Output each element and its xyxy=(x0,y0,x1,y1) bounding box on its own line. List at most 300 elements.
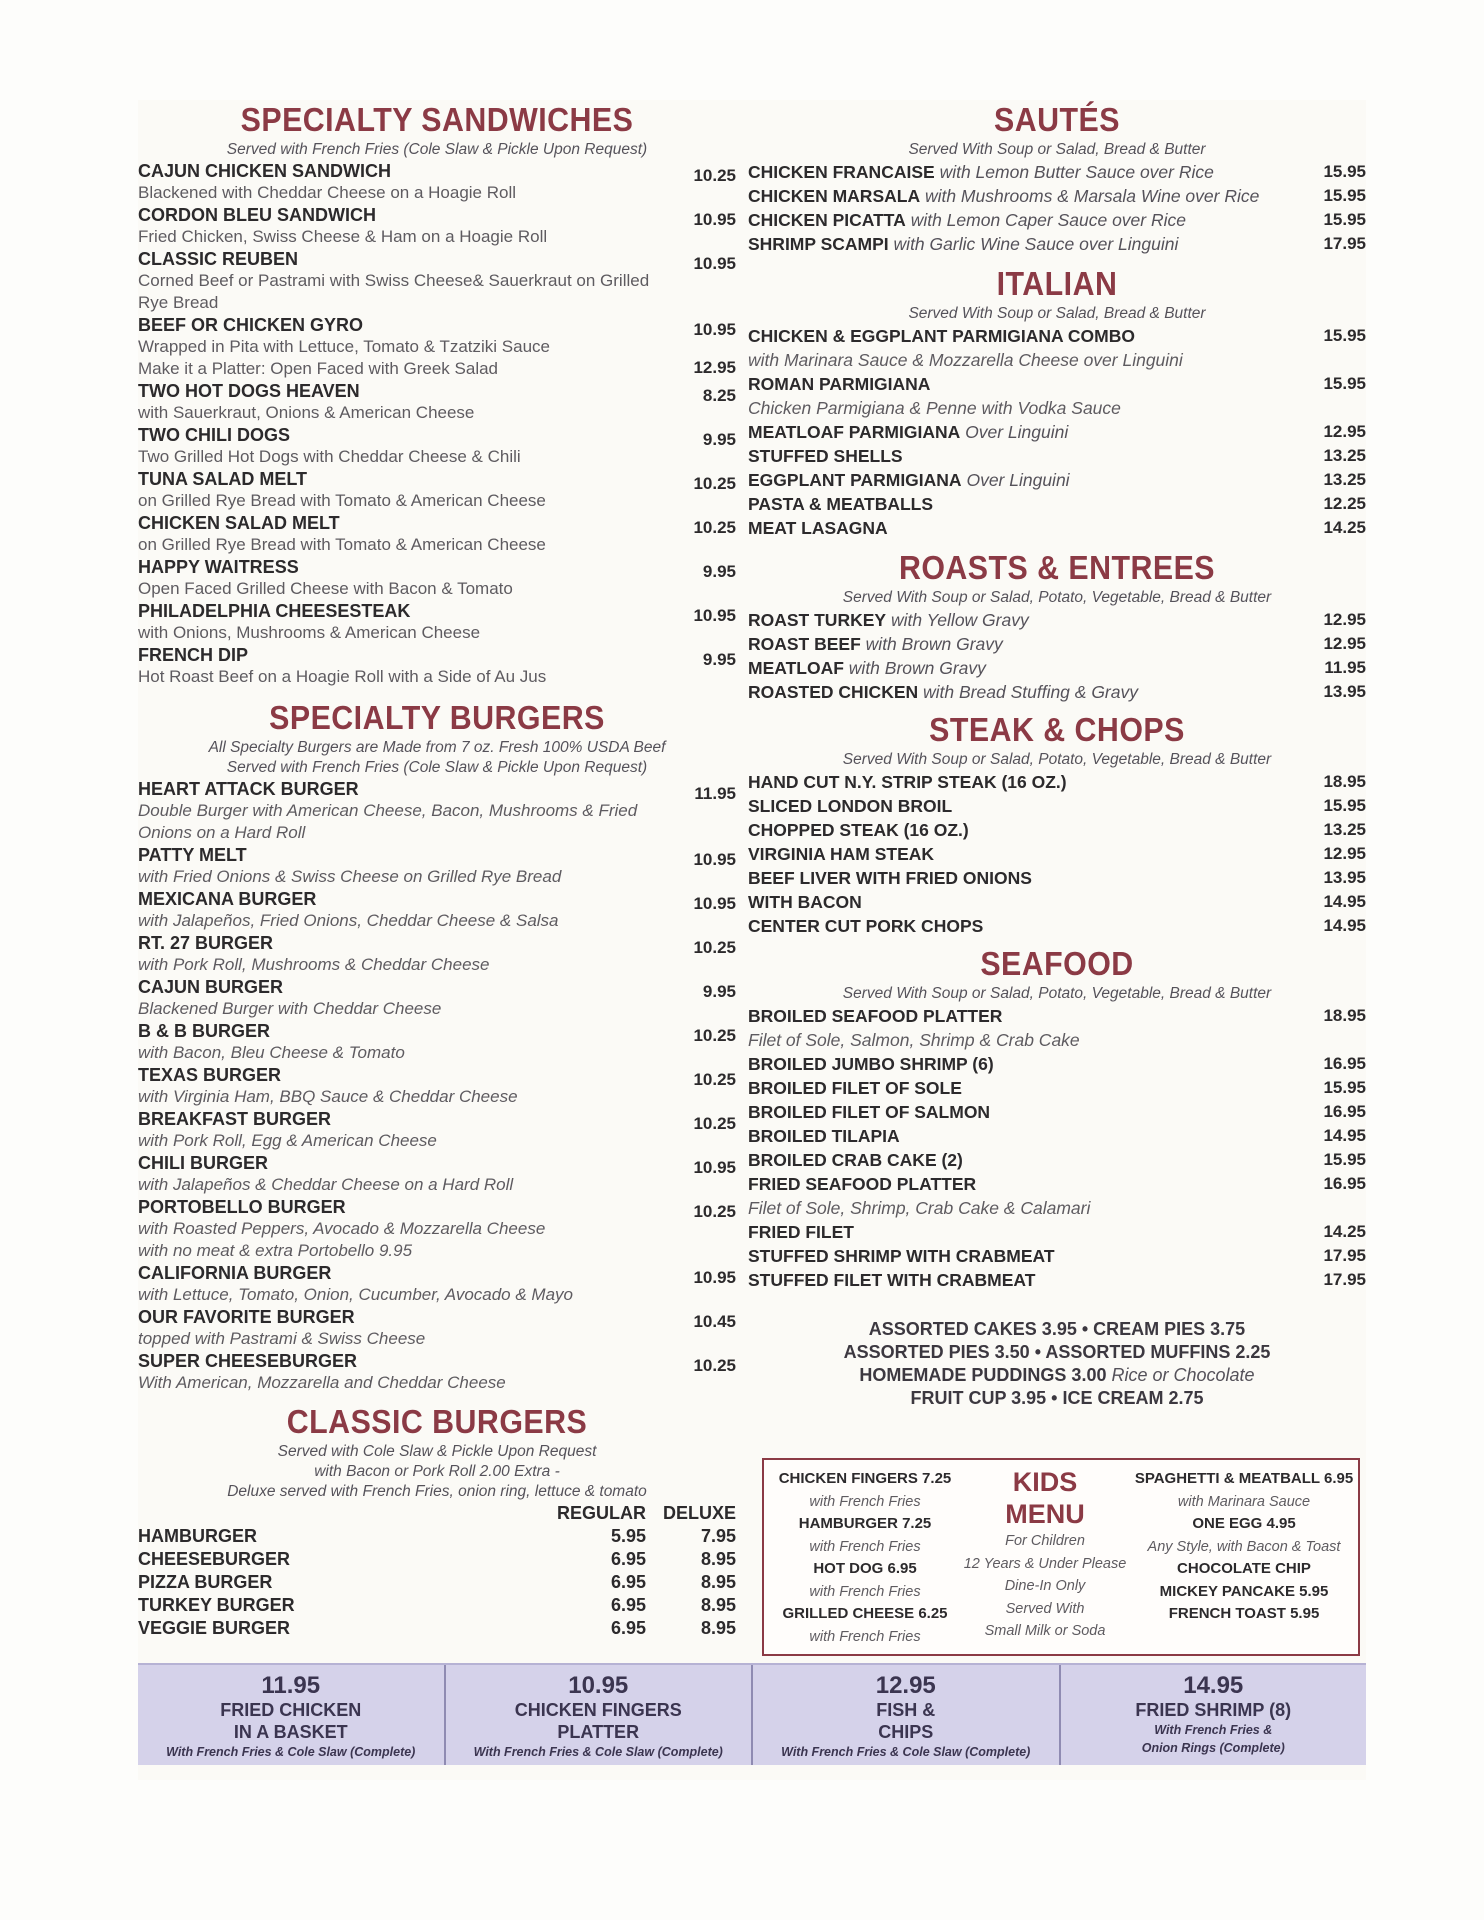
deluxe-price: 8.95 xyxy=(700,1595,736,1615)
item-price: 12.95 xyxy=(1323,610,1366,629)
kids-item-sub: Any Style, with Bacon & Toast xyxy=(1147,1538,1341,1555)
item-description: Blackened Burger with Cheddar Cheese xyxy=(138,999,442,1018)
item-name: ROAST TURKEY xyxy=(748,610,887,630)
section-title: SPECIALTY BURGERS xyxy=(269,699,605,736)
item-name: MEATLOAF xyxy=(748,658,844,678)
item-name: CHICKEN & EGGPLANT PARMIGIANA COMBO xyxy=(748,326,1135,346)
item-name: STUFFED SHRIMP WITH CRABMEAT xyxy=(748,1246,1055,1266)
item-name: PHILADELPHIA CHEESESTEAK xyxy=(138,601,411,621)
item-description: with Pork Roll, Mushrooms & Cheddar Cheese xyxy=(138,955,490,974)
menu-item xyxy=(748,1148,1366,1172)
item-name: B & B BURGER xyxy=(138,1021,271,1041)
burger-name: TURKEY BURGER xyxy=(138,1595,295,1615)
roasts-list xyxy=(748,608,1366,704)
special-sub: With French Fries & Cole Slaw (Complete) xyxy=(781,1745,1031,1759)
special-title: PLATTER xyxy=(557,1722,640,1742)
item-description: with no meat & extra Portobello 9.95 xyxy=(138,1241,413,1260)
deluxe-price: 7.95 xyxy=(700,1526,736,1546)
menu-item xyxy=(748,184,1366,208)
item-description: Open Faced Grilled Cheese with Bacon & Tomato xyxy=(138,579,513,598)
menu-item xyxy=(748,1172,1366,1220)
left-column xyxy=(138,100,736,1640)
item-price: 10.25 xyxy=(693,1202,736,1221)
item-price: 14.95 xyxy=(1323,892,1366,911)
special-title: CHIPS xyxy=(878,1722,934,1742)
menu-item xyxy=(748,208,1366,232)
menu-page xyxy=(138,100,1366,1780)
column-header-regular: REGULAR xyxy=(557,1503,646,1523)
regular-price: 5.95 xyxy=(610,1526,646,1546)
menu-item xyxy=(138,556,736,600)
italian-section xyxy=(748,264,1366,540)
column-header-deluxe: DELUXE xyxy=(662,1503,736,1523)
menu-item xyxy=(748,372,1366,420)
item-price: 11.95 xyxy=(694,784,736,803)
item-price: 10.25 xyxy=(693,938,736,957)
item-extra: with Mushrooms & Marsala Wine over Rice xyxy=(924,186,1260,206)
item-name: PASTA & MEATBALLS xyxy=(748,494,934,514)
item-description: Blackened with Cheddar Cheese on a Hoagie Roll xyxy=(138,183,517,202)
section-subtitle: Served With Soup or Salad, Potato, Vegetable, Bread & Butter xyxy=(842,985,1272,1002)
item-price: 10.25 xyxy=(693,518,736,537)
item-price: 15.95 xyxy=(1323,374,1366,393)
deluxe-price: 8.95 xyxy=(700,1618,736,1638)
item-price: 12.95 xyxy=(1323,422,1366,441)
menu-item xyxy=(748,160,1366,184)
section-subtitle: Served with Cole Slaw & Pickle Upon Request xyxy=(277,1443,597,1460)
kids-item: CHOCOLATE CHIP xyxy=(1177,1560,1311,1577)
menu-item xyxy=(748,866,1366,890)
menu-item xyxy=(748,818,1366,842)
dessert-line: FRUIT CUP 3.95 • ICE CREAM 2.75 xyxy=(910,1388,1204,1408)
item-price: 15.95 xyxy=(1323,186,1366,205)
item-description: Filet of Sole, Salmon, Shrimp & Crab Cake xyxy=(748,1030,1080,1050)
kids-right-column xyxy=(1134,1468,1354,1626)
item-name: TUNA SALAD MELT xyxy=(138,469,307,489)
classic-burgers-table xyxy=(138,1502,736,1640)
menu-item xyxy=(138,778,736,844)
dessert-line xyxy=(748,1364,1366,1387)
menu-item xyxy=(138,1306,736,1350)
menu-item xyxy=(748,842,1366,866)
item-name: CHOPPED STEAK (16 OZ.) xyxy=(748,820,969,840)
kids-menu-box xyxy=(762,1458,1360,1656)
special-item xyxy=(446,1665,754,1765)
item-description: with Lettuce, Tomato, Onion, Cucumber, Avocado & Mayo xyxy=(138,1285,573,1304)
item-price: 9.95 xyxy=(702,650,736,669)
section-subtitle: Deluxe served with French Fries, onion ring, lettuce & tomato xyxy=(227,1483,647,1500)
item-price: 18.95 xyxy=(1323,1006,1366,1025)
menu-item xyxy=(748,1100,1366,1124)
item-name: CORDON BLEU SANDWICH xyxy=(138,205,376,225)
item-name: BROILED FILET OF SALMON xyxy=(748,1102,991,1122)
item-price: 16.95 xyxy=(1323,1054,1366,1073)
menu-item xyxy=(138,1350,736,1394)
menu-item xyxy=(748,608,1366,632)
menu-item xyxy=(748,770,1366,794)
item-extra: with Lemon Butter Sauce over Rice xyxy=(939,162,1214,182)
dessert-puddings: HOMEMADE PUDDINGS 3.00 xyxy=(859,1365,1107,1385)
menu-item xyxy=(138,1262,736,1306)
special-item xyxy=(753,1665,1061,1765)
menu-item xyxy=(138,844,736,888)
regular-price: 6.95 xyxy=(610,1595,646,1615)
item-name: MEAT LASAGNA xyxy=(748,518,888,538)
special-sub: Onion Rings (Complete) xyxy=(1141,1741,1285,1755)
section-subtitle: Served With Soup or Salad, Bread & Butter xyxy=(908,141,1206,158)
item-name: BROILED FILET OF SOLE xyxy=(748,1078,962,1098)
deluxe-price: 8.95 xyxy=(700,1549,736,1569)
menu-item xyxy=(138,468,736,512)
item-price: 16.95 xyxy=(1323,1102,1366,1121)
menu-item xyxy=(138,888,736,932)
burger-name: PIZZA BURGER xyxy=(138,1572,273,1592)
menu-item xyxy=(138,1020,736,1064)
item-description: with Sauerkraut, Onions & American Cheese xyxy=(138,403,475,422)
kids-note: Small Milk or Soda xyxy=(984,1623,1106,1639)
item-name: WITH BACON xyxy=(748,892,862,912)
kids-note: 12 Years & Under Please xyxy=(963,1555,1127,1572)
special-item xyxy=(138,1665,446,1765)
menu-item xyxy=(748,516,1366,540)
special-sub: With French Fries & Cole Slaw (Complete) xyxy=(473,1745,723,1759)
item-price: 10.25 xyxy=(693,166,736,185)
item-name: ROAST BEEF xyxy=(748,634,861,654)
item-name: HAPPY WAITRESS xyxy=(138,557,299,577)
kids-item: GRILLED CHEESE 6.25 xyxy=(782,1605,948,1622)
item-price: 10.95 xyxy=(693,210,736,229)
deluxe-price: 8.95 xyxy=(700,1572,736,1592)
kids-note: For Children xyxy=(1005,1533,1085,1549)
regular-price: 6.95 xyxy=(610,1618,646,1638)
menu-item xyxy=(138,1152,736,1196)
section-title: ROASTS & ENTREES xyxy=(898,549,1216,586)
item-name: FRIED SEAFOOD PLATTER xyxy=(748,1174,977,1194)
item-price: 9.95 xyxy=(702,562,736,581)
item-price: 13.25 xyxy=(1323,470,1366,489)
item-price: 10.45 xyxy=(693,1312,736,1331)
item-name: CENTER CUT PORK CHOPS xyxy=(748,916,984,936)
item-price: 16.95 xyxy=(1323,1174,1366,1193)
item-name: MEXICANA BURGER xyxy=(138,889,317,909)
menu-item xyxy=(748,1220,1366,1244)
item-price: 10.25 xyxy=(693,1356,736,1375)
item-name: CAJUN CHICKEN SANDWICH xyxy=(138,161,392,181)
menu-item xyxy=(138,248,736,314)
kids-item: ONE EGG 4.95 xyxy=(1192,1515,1296,1532)
item-name: MEATLOAF PARMIGIANA xyxy=(748,422,961,442)
menu-item xyxy=(748,680,1366,704)
item-price: 13.25 xyxy=(1323,820,1366,839)
item-description: with Pork Roll, Egg & American Cheese xyxy=(138,1131,437,1150)
special-sub: With French Fries & xyxy=(1154,1723,1273,1737)
special-title: CHICKEN FINGERS xyxy=(514,1700,682,1720)
item-description: Filet of Sole, Shrimp, Crab Cake & Calamari xyxy=(748,1198,1091,1218)
menu-item xyxy=(748,444,1366,468)
kids-item: FRENCH TOAST 5.95 xyxy=(1168,1605,1320,1622)
menu-item xyxy=(748,232,1366,256)
menu-item xyxy=(748,914,1366,938)
section-subtitle: Served With Soup or Salad, Potato, Vegetable, Bread & Butter xyxy=(842,751,1272,768)
kids-title: KIDS xyxy=(1012,1467,1078,1497)
menu-item xyxy=(138,644,736,688)
item-name: TWO HOT DOGS HEAVEN xyxy=(138,381,360,401)
menu-item xyxy=(748,492,1366,516)
item-name: BEEF LIVER WITH FRIED ONIONS xyxy=(748,868,1032,888)
item-price: 10.95 xyxy=(693,320,736,339)
section-title: CLASSIC BURGERS xyxy=(286,1403,588,1440)
special-title: FISH & xyxy=(876,1700,936,1720)
item-price: 9.95 xyxy=(702,982,736,1001)
burger-name: HAMBURGER xyxy=(138,1526,257,1546)
item-price: 10.95 xyxy=(693,606,736,625)
item-price: 9.95 xyxy=(702,430,736,449)
menu-item xyxy=(748,1124,1366,1148)
item-description: with Virginia Ham, BBQ Sauce & Cheddar Cheese xyxy=(138,1087,518,1106)
item-price: 17.95 xyxy=(1323,1246,1366,1265)
item-price: 10.95 xyxy=(693,850,736,869)
right-column xyxy=(748,100,1366,1410)
item-description: with Fried Onions & Swiss Cheese on Grilled Rye Bread xyxy=(138,867,562,886)
item-price: 13.25 xyxy=(1323,446,1366,465)
item-price: 17.95 xyxy=(1323,1270,1366,1289)
item-description: Wrapped in Pita with Lettuce, Tomato & Tzatziki Sauce xyxy=(138,337,550,356)
menu-item xyxy=(138,380,736,424)
item-name: TEXAS BURGER xyxy=(138,1065,282,1085)
item-price: 10.25 xyxy=(693,474,736,493)
menu-item xyxy=(748,1052,1366,1076)
item-price: 14.95 xyxy=(1323,1126,1366,1145)
item-name: CALIFORNIA BURGER xyxy=(138,1263,332,1283)
item-price: 18.95 xyxy=(1323,772,1366,791)
item-description: with Bacon, Bleu Cheese & Tomato xyxy=(138,1043,405,1062)
kids-title: MENU xyxy=(1005,1499,1085,1529)
menu-item xyxy=(748,794,1366,818)
section-subtitle: Served With Soup or Salad, Bread & Butter xyxy=(908,305,1206,322)
item-price: 14.95 xyxy=(1323,916,1366,935)
kids-note: Served With xyxy=(1005,1600,1085,1617)
item-description: with Jalapeños, Fried Onions, Cheddar Cheese & Salsa xyxy=(138,911,559,930)
specialty-burgers-section xyxy=(138,698,736,1394)
item-extra: with Brown Gravy xyxy=(848,658,986,678)
special-price: 14.95 xyxy=(1183,1672,1244,1699)
kids-center-column xyxy=(960,1466,1130,1643)
seafood-section xyxy=(748,944,1366,1292)
kids-item-sub: with Marinara Sauce xyxy=(1177,1493,1311,1510)
kids-item: MICKEY PANCAKE 5.95 xyxy=(1159,1582,1329,1600)
roasts-section xyxy=(748,548,1366,704)
special-price: 10.95 xyxy=(568,1672,629,1699)
item-price: 15.95 xyxy=(1323,796,1366,815)
item-name: CLASSIC REUBEN xyxy=(138,249,299,269)
item-price: 11.95 xyxy=(1324,658,1366,677)
item-price: 10.25 xyxy=(693,1026,736,1045)
item-name: OUR FAVORITE BURGER xyxy=(138,1307,355,1327)
item-price: 10.95 xyxy=(693,254,736,273)
section-subtitle: Served with French Fries (Cole Slaw & Pickle Upon Request) xyxy=(226,141,648,158)
item-name: FRENCH DIP xyxy=(138,645,249,665)
item-name: CHICKEN PICATTA xyxy=(748,210,906,230)
item-price: 10.25 xyxy=(693,1070,736,1089)
item-description: topped with Pastrami & Swiss Cheese xyxy=(138,1329,426,1348)
item-extra: with Lemon Caper Sauce over Rice xyxy=(910,210,1186,230)
special-title: FRIED SHRIMP (8) xyxy=(1135,1700,1292,1720)
item-price: 15.95 xyxy=(1323,326,1366,345)
item-name: BROILED SEAFOOD PLATTER xyxy=(748,1006,1003,1026)
item-extra: Over Linguini xyxy=(965,422,1069,442)
specialty-sandwiches-section xyxy=(138,100,736,688)
item-name: CHICKEN MARSALA xyxy=(748,186,921,206)
item-name: CHILI BURGER xyxy=(138,1153,268,1173)
item-extra: with Yellow Gravy xyxy=(890,610,1029,630)
sautes-list xyxy=(748,160,1366,256)
item-description: Fried Chicken, Swiss Cheese & Ham on a Hoagie Roll xyxy=(138,227,548,246)
item-price: 17.95 xyxy=(1323,234,1366,253)
item-name: ROMAN PARMIGIANA xyxy=(748,374,931,394)
menu-item xyxy=(748,1004,1366,1052)
menu-item xyxy=(748,1244,1366,1268)
item-price: 13.95 xyxy=(1323,682,1366,701)
item-name: PATTY MELT xyxy=(138,845,247,865)
item-name: STUFFED FILET WITH CRABMEAT xyxy=(748,1270,1036,1290)
item-name: BREAKFAST BURGER xyxy=(138,1109,332,1129)
menu-item xyxy=(748,1076,1366,1100)
menu-item xyxy=(138,600,736,644)
item-price: 10.95 xyxy=(693,1268,736,1287)
menu-item xyxy=(138,204,736,248)
section-subtitle: All Specialty Burgers are Made from 7 oz. Fresh 100% USDA Beef xyxy=(208,739,666,756)
menu-item xyxy=(748,468,1366,492)
item-name: FRIED FILET xyxy=(748,1222,854,1242)
menu-item xyxy=(138,160,736,204)
item-price: 12.25 xyxy=(1323,494,1366,513)
italian-list xyxy=(748,324,1366,540)
section-title: SAUTÉS xyxy=(994,101,1120,138)
item-price: 14.25 xyxy=(1323,1222,1366,1241)
menu-item xyxy=(748,632,1366,656)
menu-item xyxy=(748,890,1366,914)
item-description: With American, Mozzarella and Cheddar Cheese xyxy=(138,1373,506,1392)
item-name: BROILED TILAPIA xyxy=(748,1126,900,1146)
item-extra: with Garlic Wine Sauce over Linguini xyxy=(893,234,1179,254)
menu-item xyxy=(138,976,736,1020)
item-name: EGGPLANT PARMIGIANA xyxy=(748,470,962,490)
item-description: Hot Roast Beef on a Hoagie Roll with a Side of Au Jus xyxy=(138,667,547,686)
item-name: SUPER CHEESEBURGER xyxy=(138,1351,358,1371)
item-name: CAJUN BURGER xyxy=(138,977,284,997)
section-title: STEAK & CHOPS xyxy=(929,711,1185,748)
item-description: with Marinara Sauce & Mozzarella Cheese over Linguini xyxy=(748,350,1183,370)
item-name: SLICED LONDON BROIL xyxy=(748,796,953,816)
regular-price: 6.95 xyxy=(610,1549,646,1569)
item-name: TWO CHILI DOGS xyxy=(138,425,290,445)
kids-note: Dine-In Only xyxy=(1004,1578,1086,1594)
menu-item xyxy=(138,424,736,468)
steak-section xyxy=(748,710,1366,938)
special-price: 12.95 xyxy=(875,1672,936,1699)
special-item xyxy=(1061,1665,1367,1765)
section-title: SEAFOOD xyxy=(980,945,1134,982)
item-price: 15.95 xyxy=(1323,1078,1366,1097)
item-description: with Onions, Mushrooms & American Cheese xyxy=(138,623,481,642)
specials-band xyxy=(138,1663,1366,1765)
item-description: with Jalapeños & Cheddar Cheese on a Hard Roll xyxy=(138,1175,514,1194)
special-title: IN A BASKET xyxy=(233,1722,348,1742)
menu-item xyxy=(138,358,736,380)
item-price: 14.25 xyxy=(1323,518,1366,537)
burger-name: VEGGIE BURGER xyxy=(138,1618,291,1638)
item-description: Chicken Parmigiana & Penne with Vodka Sauce xyxy=(748,398,1121,418)
special-sub: With French Fries & Cole Slaw (Complete) xyxy=(166,1745,416,1759)
item-extra: with Bread Stuffing & Gravy xyxy=(923,682,1138,702)
kids-item-sub: with French Fries xyxy=(809,1538,921,1555)
item-name: CHICKEN SALAD MELT xyxy=(138,513,340,533)
kids-left-column xyxy=(770,1468,960,1648)
kids-item-sub: with French Fries xyxy=(809,1628,921,1645)
menu-item xyxy=(138,314,736,358)
burger-name: CHEESEBURGER xyxy=(138,1549,291,1569)
item-price: 15.95 xyxy=(1323,162,1366,181)
menu-item xyxy=(138,932,736,976)
section-subtitle: Served With Soup or Salad, Potato, Vegetable, Bread & Butter xyxy=(842,589,1272,606)
item-name: ROASTED CHICKEN xyxy=(748,682,919,702)
kids-item: SPAGHETTI & MEATBALL 6.95 xyxy=(1134,1470,1354,1487)
item-name: BROILED JUMBO SHRIMP (6) xyxy=(748,1054,994,1074)
item-description: Corned Beef or Pastrami with Swiss Cheese& Sauerkraut on Grilled Rye Bread xyxy=(138,271,650,312)
item-price: 10.25 xyxy=(693,1114,736,1133)
item-name: HEART ATTACK BURGER xyxy=(138,779,359,799)
item-name: CHICKEN FRANCAISE xyxy=(748,162,935,182)
section-title: ITALIAN xyxy=(996,265,1118,302)
menu-item xyxy=(138,1108,736,1152)
sautes-section xyxy=(748,100,1366,256)
item-price: 8.25 xyxy=(702,386,736,405)
regular-price: 6.95 xyxy=(610,1572,646,1592)
item-price: 13.95 xyxy=(1323,868,1366,887)
kids-item: HOT DOG 6.95 xyxy=(813,1560,917,1577)
item-name: SHRIMP SCAMPI xyxy=(748,234,889,254)
item-price: 12.95 xyxy=(1323,634,1366,653)
menu-item xyxy=(138,512,736,556)
section-subtitle: with Bacon or Pork Roll 2.00 Extra - xyxy=(314,1463,560,1480)
dessert-puddings-flavors: Rice or Chocolate xyxy=(1111,1365,1255,1385)
item-description: Two Grilled Hot Dogs with Cheddar Cheese & Chili xyxy=(138,447,521,466)
menu-item xyxy=(748,656,1366,680)
sandwich-list xyxy=(138,160,736,688)
item-description: on Grilled Rye Bread with Tomato & American Cheese xyxy=(138,491,546,510)
item-description: Make it a Platter: Open Faced with Greek Salad xyxy=(138,359,499,378)
menu-item xyxy=(138,1196,736,1262)
dessert-line: ASSORTED CAKES 3.95 • CREAM PIES 3.75 xyxy=(868,1319,1246,1339)
section-subtitle: Served with French Fries (Cole Slaw & Pickle Upon Request) xyxy=(226,759,648,776)
menu-item xyxy=(138,1064,736,1108)
kids-item: HAMBURGER 7.25 xyxy=(798,1515,932,1532)
item-price: 10.95 xyxy=(693,1158,736,1177)
item-name: VIRGINIA HAM STEAK xyxy=(748,844,935,864)
item-name: BROILED CRAB CAKE (2) xyxy=(748,1150,963,1170)
special-title: FRIED CHICKEN xyxy=(220,1700,362,1720)
item-extra: Over Linguini xyxy=(966,470,1070,490)
item-price: 12.95 xyxy=(1323,844,1366,863)
item-extra: with Brown Gravy xyxy=(865,634,1003,654)
special-price: 11.95 xyxy=(261,1672,321,1699)
item-price: 10.95 xyxy=(693,894,736,913)
item-name: STUFFED SHELLS xyxy=(748,446,903,466)
kids-item: CHICKEN FINGERS 7.25 xyxy=(778,1470,952,1487)
kids-item-sub: with French Fries xyxy=(809,1493,921,1510)
menu-item xyxy=(748,1268,1366,1292)
classic-burgers-section xyxy=(138,1402,736,1640)
